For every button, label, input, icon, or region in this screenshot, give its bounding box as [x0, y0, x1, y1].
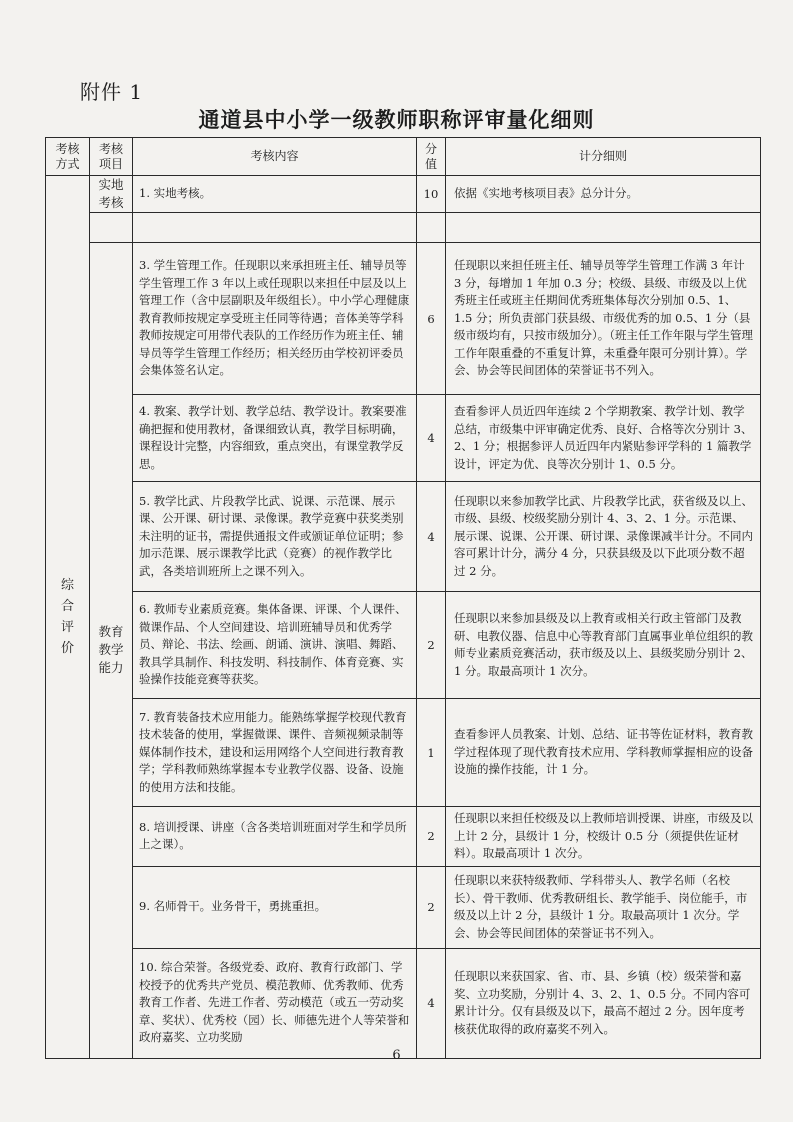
header-score: [417, 138, 446, 176]
content-cell: 10. 综合荣誉。各级党委、政府、教育行政部门、学校授予的优秀共产党员、模范教师、优秀教师、优秀教育工作者、先进工作者、劳动模范（或五一劳动奖章、奖状）、优秀校（园）长、师德先进个人等荣誉和政府嘉奖、立功奖励: [133, 948, 417, 1058]
rules-cell: 查看参评人员近四年连续 2 个学期教案、教学计划、教学总结，市级集中评审确定优秀、良好、合格等次分别计 3、2、1 分；根据参评人员近四年内紧贴参评学科的 1 篇教学设计，评定为优、良等次分别计 1、0.5 分。: [446, 395, 761, 482]
content-cell: 8. 培训授课、讲座（含各类培训班面对学生和学员所上之课）。: [133, 807, 417, 867]
header-item-label: 考核 项目: [98, 141, 123, 171]
score-cell: 4: [417, 482, 446, 592]
table-row: [46, 866, 761, 948]
table-row-blank: [46, 213, 761, 243]
item-teaching-ability: [90, 243, 133, 1059]
method-label: 综 合 评 价: [60, 577, 74, 656]
score-cell: 1: [417, 699, 446, 807]
header-method: [46, 138, 90, 176]
item-field-inspection-label: 实地 考核: [98, 177, 124, 210]
table-row-field-inspection: [46, 176, 761, 213]
score-cell: 2: [417, 807, 446, 867]
rules-cell: 查看参评人员教案、计划、总结、证书等佐证材料，教育教学过程体现了现代教育技术应用、学科教师掌握相应的设备设施的操作技能，计 1 分。: [446, 699, 761, 807]
rules-cell: 依据《实地考核项目表》总分计分。: [446, 176, 761, 213]
rules-cell: 任现职以来担任校级及以上教师培训授课、讲座，市级及以上计 2 分，县级计 1 分，校级计 0.5 分（须提供佐证材料）。取最高项计 1 次分。: [446, 807, 761, 867]
teaching-ability-label: 教育 教学 能力: [98, 624, 124, 676]
table-row: [46, 807, 761, 867]
table-row: [46, 592, 761, 699]
header-content: 考核内容: [133, 138, 417, 176]
content-cell: 7. 教育装备技术应用能力。能熟练掌握学校现代教育技术装备的使用，掌握微课、课件、音频视频录制等媒体制作技术，建设和运用网络个人空间进行教育教学；学科教师熟练掌握本专业教学仪器、设备、设施的使用方法和技能。: [133, 699, 417, 807]
score-cell: 4: [417, 948, 446, 1058]
table-header-row: [46, 138, 761, 176]
score-cell: 2: [417, 592, 446, 699]
content-cell: 3. 学生管理工作。任现职以来承担班主任、辅导员等学生管理工作 3 年以上或任现职以来担任中层及以上管理工作（含中层副职及年级组长）。中小学心理健康教育教师按规定享受班主任同等待遇；音体美等学科教师按规定可用带代表队的工作经历作为班主任、辅导员等学生管理工作经历；相关经历由学校初评委员会集体签名认定。: [133, 243, 417, 395]
rules-cell: 任现职以来参加教学比武、片段教学比武，获省级及以上、市级、县级、校级奖励分别计 4、3、2、1 分。示范课、展示课、说课、公开课、研讨课、录像课减半计分。不同内容可累计计分，满分 4 分，只获县级及以下此项分数不超过 2 分。: [446, 482, 761, 592]
table-row: [46, 699, 761, 807]
blank-cell: [133, 213, 417, 243]
attachment-label: 附件 1: [80, 80, 144, 104]
scoring-table: [45, 137, 761, 1059]
header-rules: 计分细则: [446, 138, 761, 176]
rules-cell: 任现职以来获国家、省、市、县、乡镇（校）级荣誉和嘉奖、立功奖励，分别计 4、3、2、1、0.5 分。不同内容可累计计分。仅有县级及以下，最高不超过 2 分。因年度考核获优取得的政府嘉奖不列入。: [446, 948, 761, 1058]
table-row: [46, 243, 761, 395]
header-method-label: 考核 方式: [55, 141, 80, 171]
header-score-label: 分 值: [424, 141, 437, 171]
content-cell: 4. 教案、教学计划、教学总结、教学设计。教案要准确把握和使用教材，备课细致认真，教学目标明确，课程设计完整，内容细致，重点突出，有课堂教学反思。: [133, 395, 417, 482]
table-row: [46, 395, 761, 482]
table-row: [46, 948, 761, 1058]
header-item: [90, 138, 133, 176]
rules-cell: 任现职以来参加县级及以上教育或相关行政主管部门及教研、电教仪器、信息中心等教育部门直属事业单位组织的教师专业素质竞赛活动，获市级及以上、县级奖励分别计 2、1 分。取最高项计 1 次分。: [446, 592, 761, 699]
table-row: [46, 482, 761, 592]
score-cell: 4: [417, 395, 446, 482]
content-cell: 9. 名师骨干。业务骨干，勇挑重担。: [133, 866, 417, 948]
score-cell: 2: [417, 866, 446, 948]
rules-cell: 任现职以来获特级教师、学科带头人、教学名师（名校长）、骨干教师、优秀教研组长、教学能手、岗位能手，市级及以上计 2 分，县级计 1 分。取最高项计 1 次分。学会、协会等民间团体的荣誉证书不列入。: [446, 866, 761, 948]
content-cell: 1. 实地考核。: [133, 176, 417, 213]
page-number: 6: [392, 1048, 401, 1063]
blank-cell: [446, 213, 761, 243]
page-title: 通道县中小学一级教师职称评审量化细则: [198, 107, 595, 132]
score-cell: 6: [417, 243, 446, 395]
score-cell: 10: [417, 176, 446, 213]
content-cell: 5. 教学比武、片段教学比武、说课、示范课、展示课、公开课、研讨课、录像课。教学竞赛中获奖类别未注明的证书，需提供通报文件或颁证单位证明；参加示范课、展示课教学比武（竞赛）的视作教学比武，各类培训班所上之课不列入。: [133, 482, 417, 592]
method-cell: [46, 176, 90, 1059]
blank-cell: [90, 213, 133, 243]
item-field-inspection: [90, 176, 133, 213]
content-cell: 6. 教师专业素质竞赛。集体备课、评课、个人课件、微课作品、个人空间建设、培训班辅导员和优秀学员、辩论、书法、绘画、朗诵、演讲、演唱、舞蹈、教具学具制作、科技发明、科技制作、体育竞赛、实验操作技能竞赛等获奖。: [133, 592, 417, 699]
blank-cell: [417, 213, 446, 243]
rules-cell: 任现职以来担任班主任、辅导员等学生管理工作满 3 年计 3 分，每增加 1 年加 0.3 分；校级、县级、市级及以上优秀班主任或班主任期间优秀班集体每次分别加 0.5、1、1.5 分；所负责部门获县级、市级优秀的加 0.5、1 分（县级市级均有，只按市级加分）。（班主任工作年限与学生管理工作年限重叠的不重复计算，未重叠年限可分别计算）。学会、协会等民间团体的荣誉证书不列入。: [446, 243, 761, 395]
